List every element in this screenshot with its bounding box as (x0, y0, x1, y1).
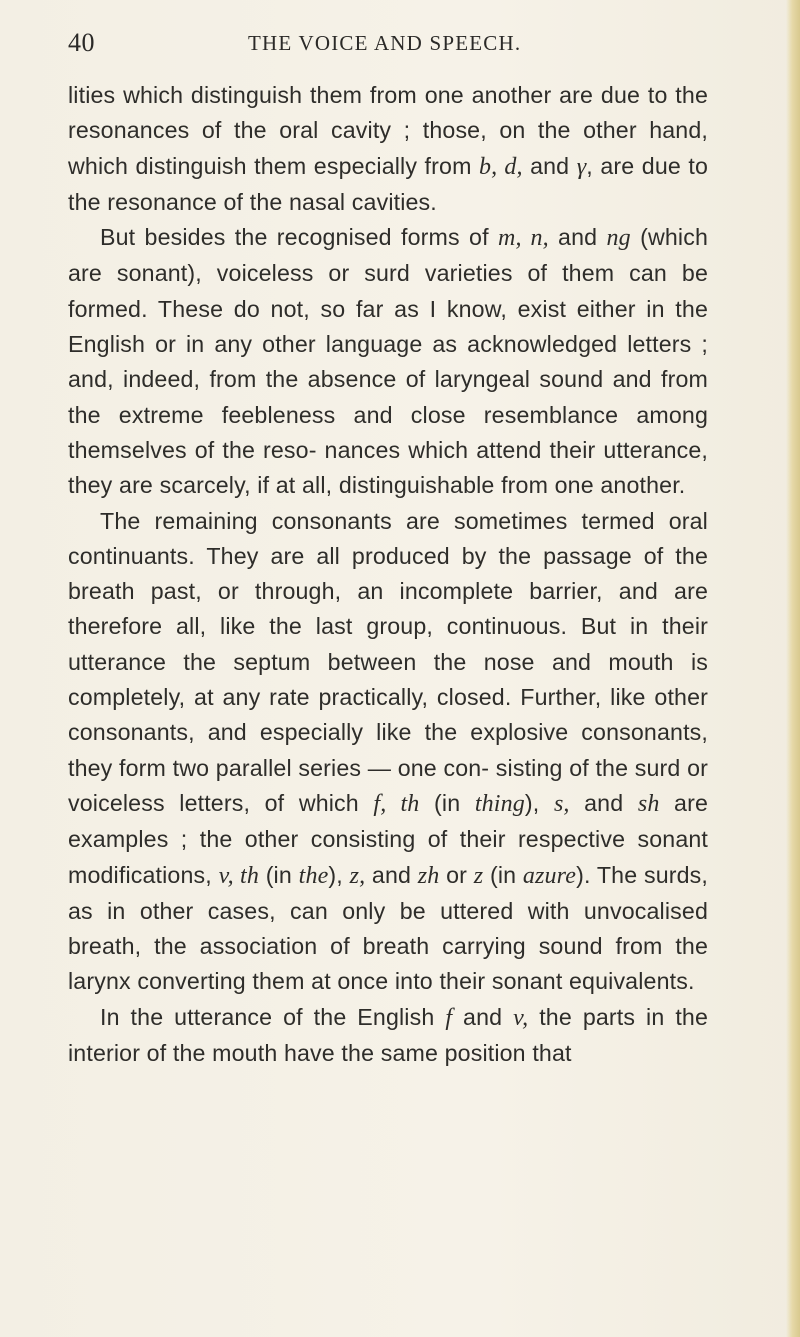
italic-term: f (445, 1004, 453, 1031)
paragraph-continued (68, 78, 708, 220)
body-text (68, 78, 708, 1071)
text-run: But besides the recognised forms of (100, 224, 498, 251)
paragraph-nasal-surds (68, 220, 708, 503)
italic-term: zh (417, 862, 440, 889)
paragraph-f-and-v (68, 1000, 708, 1072)
italic-term: sh (637, 790, 660, 817)
text-run: the parts in the interior of the mouth have the same position that (68, 1003, 708, 1067)
text-run: (in (258, 861, 299, 888)
text-run: The remaining consonants are sometimes termed oral continuants. They are all produced by the passage of the breath past, or through, an incomplete barrier, and are therefore all, like the last group, continuous. But in their utterance the septum between the nose and mouth is completely, at any rate practically, closed. Further, like other consonants, and especially like the explosive consonants, they form two parallel series — one con- sisting of the surd or voiceless letters, of which (68, 507, 708, 816)
italic-term: ng (606, 225, 631, 252)
italic-term: v, th (218, 862, 259, 889)
text-run: ), (524, 789, 554, 816)
text-run: (in (483, 861, 523, 888)
text-run: or (439, 861, 474, 888)
text-run: and (452, 1003, 514, 1030)
text-run: and (365, 861, 418, 888)
text-run: and (548, 224, 607, 251)
italic-term: b, d, (479, 153, 523, 180)
italic-term: thing (474, 790, 525, 817)
italic-term: azure (522, 862, 577, 889)
text-run: , are due to the resonance of the nasal cavities. (68, 152, 709, 215)
text-run: ), (328, 861, 350, 888)
italic-term: z, (349, 862, 366, 889)
text-run: lities which distinguish them from one another are due to the resonances of the oral cavity ; those, on the other hand, which distinguish them especially from (68, 82, 708, 179)
page-header (68, 28, 718, 58)
running-head: THE VOICE AND SPEECH. (248, 31, 522, 55)
page-number: 40 (68, 28, 95, 57)
italic-term: γ (576, 153, 587, 180)
italic-term: s, (553, 790, 570, 817)
text-run: and (522, 152, 577, 179)
italic-term: m, n, (497, 225, 549, 252)
text-run: (which are sonant), voiceless or surd varieties of them can be formed. These do not, so far as I know, exist either in the English or in any other language as acknowledged letters ; and, indeed, from the absence of laryngeal sound and from the extreme feebleness and close resemblance among themselves of the reso- nances which attend their utterance, they are scarcely, if at all, distinguishable from one another. (68, 224, 709, 499)
italic-term: z (473, 862, 484, 889)
text-run: and (569, 789, 638, 816)
italic-term: f, th (373, 790, 420, 817)
text-run: (in (419, 789, 475, 816)
text-run: In the utterance of the English (100, 1003, 446, 1030)
page-edge-shading (786, 0, 800, 1337)
italic-term: v, (513, 1004, 529, 1031)
text-run: are examples ; the other consisting of their respective sonant modifications, (68, 789, 709, 888)
paragraph-oral-continuants (68, 504, 708, 1000)
text-run: ). The surds, as in other cases, can only be uttered with unvocalised breath, the association of breath carrying sound from the larynx converting them at once into their sonant equivalents. (68, 861, 708, 995)
italic-term: the (298, 862, 329, 889)
